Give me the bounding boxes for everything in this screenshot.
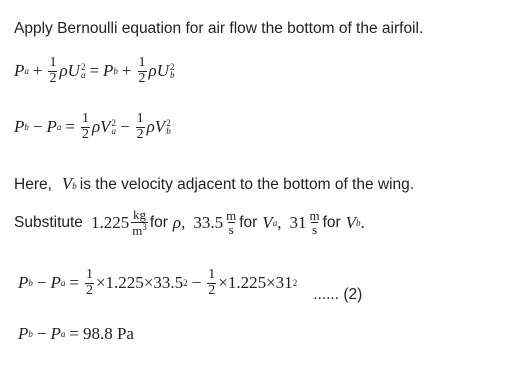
half-den-2: 2: [138, 70, 146, 86]
half-fraction-6: [207, 268, 216, 298]
rho-sym: ρ: [172, 212, 182, 232]
va-unit-num: m: [226, 207, 237, 223]
velocity-u-b: U: [156, 61, 169, 81]
vb-unit: [308, 209, 320, 237]
bernoulli-equation: [14, 56, 174, 86]
u-b-sup: 2: [169, 62, 175, 73]
equals-sign-3: =: [69, 273, 79, 293]
pb-2: P: [18, 273, 29, 293]
u-b-sub: b: [169, 70, 175, 81]
pressure-a: P: [14, 61, 25, 81]
pa-3: P: [50, 324, 61, 343]
substitute-label: Substitute: [14, 213, 83, 231]
u-b-supsub: [170, 63, 175, 79]
half-den: 2: [49, 70, 57, 86]
density-unit-num: kg: [133, 207, 146, 222]
v-a-supsub: [112, 119, 117, 135]
pb: P: [14, 117, 25, 137]
velocity-u-a: U: [67, 61, 80, 81]
density-value: 1.225: [90, 212, 130, 232]
va-value: 33.5: [193, 212, 224, 232]
v-a-sup: 2: [111, 118, 117, 129]
minus-sign-4: −: [191, 273, 202, 293]
u-a-supsub: [81, 63, 86, 79]
expr-1-sup: 2: [183, 278, 188, 289]
plus-sign-2: +: [121, 61, 132, 81]
substitute-line: [14, 208, 365, 237]
here-suffix: is the velocity adjacent to the bottom of the wing.: [79, 176, 415, 193]
for-2: for: [239, 213, 258, 231]
v-b-sub: b: [166, 126, 171, 137]
result-value: 98.8 Pa: [82, 324, 134, 343]
u-a-sup: 2: [80, 62, 86, 73]
half-num: 1: [49, 55, 57, 70]
expr-1: ×1.225×33.5: [95, 273, 184, 293]
half-den-3: 2: [81, 126, 89, 142]
numeric-equation: [18, 267, 363, 304]
here-prefix: Here,: [14, 176, 52, 193]
vb-sym-sub: b: [356, 217, 361, 228]
pb-3: P: [18, 324, 29, 343]
expr-2-sup: 2: [292, 278, 298, 289]
vb-value: 31: [289, 212, 307, 232]
minus-sign-2: −: [120, 117, 130, 137]
density-unit-den: [131, 222, 148, 238]
equals-sign: =: [89, 61, 100, 81]
half-fraction: [48, 56, 57, 86]
pa-sub-3: a: [60, 329, 66, 339]
half-num-6: 1: [208, 267, 216, 282]
equation-ref: ...... (2): [313, 286, 363, 304]
vb-unit-den: s: [311, 222, 318, 238]
v-a-sub: a: [111, 126, 117, 137]
v-b-sup: 2: [166, 118, 171, 129]
va-sym: V: [262, 212, 273, 232]
pb-sub-3: b: [28, 329, 33, 339]
vb-sym: V: [345, 212, 357, 232]
equals-sign-4: =: [69, 324, 79, 343]
here-var: V: [61, 174, 73, 193]
half-den-6: 2: [208, 282, 216, 298]
minus-sign-3: −: [36, 273, 47, 293]
for-3: for: [322, 213, 341, 231]
pb-sub-2: b: [28, 278, 33, 289]
pressure-a-sub: a: [24, 66, 29, 77]
here-line: [14, 174, 414, 194]
half-num-4: 1: [136, 111, 144, 126]
va-unit: [225, 209, 237, 237]
vb-unit-num: m: [309, 207, 320, 223]
rho-symbol: ρ: [59, 61, 68, 81]
density-unit-den-base: m: [132, 222, 143, 238]
result-equation: [18, 324, 134, 344]
half-fraction-5: [85, 268, 94, 298]
pa-sub: a: [56, 122, 62, 133]
half-num-5: 1: [85, 267, 93, 282]
density-unit: [131, 208, 148, 237]
half-fraction-3: [81, 112, 90, 142]
velocity-v-a: V: [100, 117, 111, 137]
plus-sign: +: [32, 61, 43, 81]
pb-sub: b: [24, 122, 29, 133]
comma-2: ,: [277, 212, 282, 232]
pa-2: P: [50, 273, 61, 293]
density-unit-den-sup: 3: [142, 221, 147, 232]
v-b-supsub: [166, 119, 171, 135]
intro-text: Apply Bernoulli equation for air flow the bottom of the airfoil.: [14, 20, 424, 37]
minus-sign-5: −: [36, 324, 47, 343]
half-num-3: 1: [81, 111, 89, 126]
equals-sign-2: =: [65, 117, 75, 137]
minus-sign: −: [32, 117, 43, 137]
pressure-b: P: [103, 61, 114, 81]
for-1: for: [149, 213, 168, 231]
half-num-2: 1: [138, 55, 146, 70]
velocity-v-b: V: [154, 117, 166, 137]
comma-1: ,: [181, 212, 186, 232]
half-den-5: 2: [85, 282, 93, 298]
period: .: [360, 212, 365, 232]
here-var-sub: b: [72, 181, 77, 191]
half-den-4: 2: [136, 126, 144, 142]
va-unit-den: s: [228, 222, 234, 238]
rho-symbol-4: ρ: [146, 117, 155, 137]
half-fraction-2: [138, 56, 147, 86]
rho-symbol-2: ρ: [148, 61, 157, 81]
pressure-b-sub: b: [113, 66, 118, 77]
pa: P: [46, 117, 57, 137]
half-fraction-4: [136, 112, 145, 142]
pa-sub-2: a: [60, 278, 66, 289]
expr-2: ×1.225×31: [218, 273, 293, 293]
va-sym-sub: a: [272, 217, 278, 228]
u-a-sub: a: [80, 70, 86, 81]
rho-symbol-3: ρ: [91, 117, 101, 137]
pressure-difference-equation: [14, 112, 171, 142]
